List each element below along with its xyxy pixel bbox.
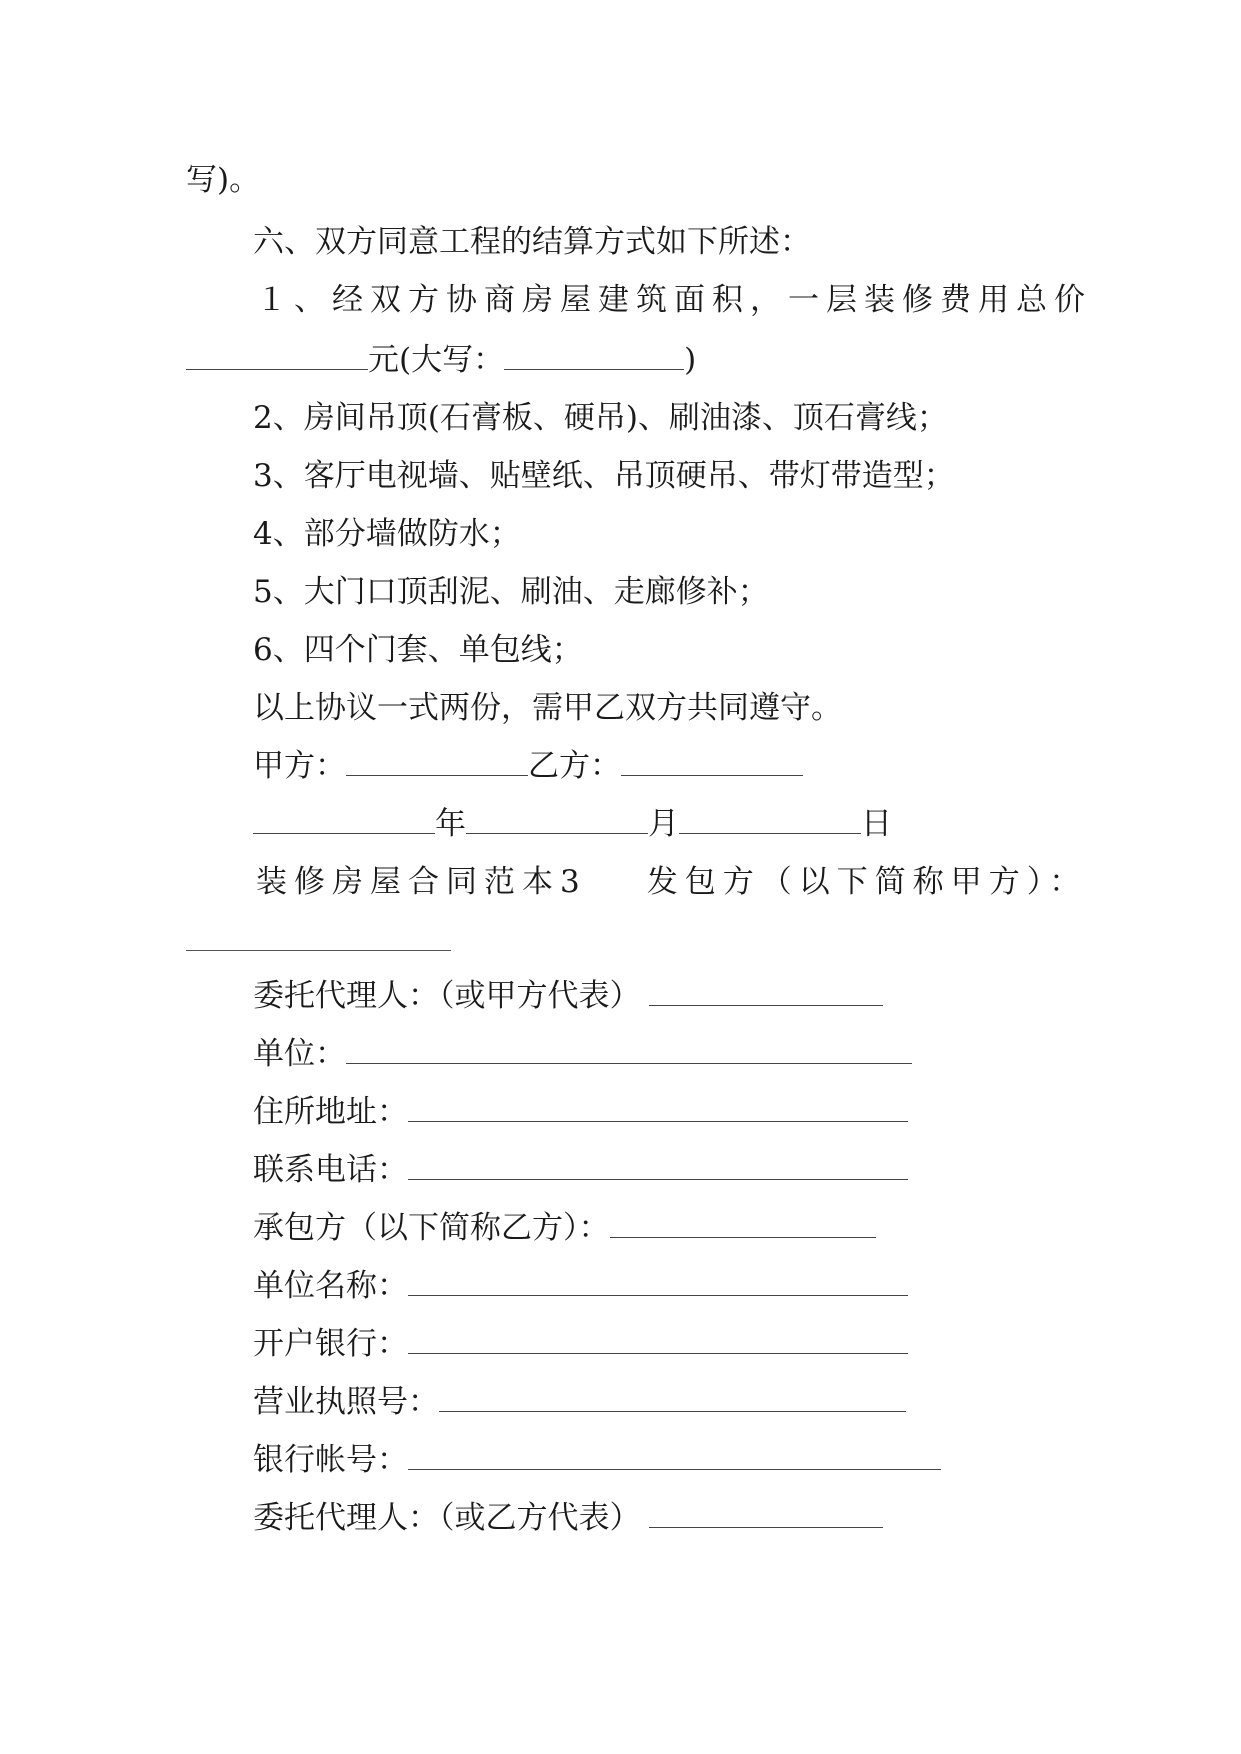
text: 5、大门口顶刮泥、刷油、走廊修补； (253, 574, 769, 610)
blank-field[interactable] (408, 1443, 941, 1470)
total-price-line (186, 340, 696, 380)
text: 乙方： (528, 748, 621, 784)
text: １、经双方协商房屋建筑面积，一层装修费用总价 (256, 282, 1092, 318)
text: 委托代理人：（或乙方代表） (253, 1500, 641, 1536)
text: 年 (435, 806, 466, 842)
party-a-agent-line (253, 976, 883, 1016)
blank-field[interactable] (679, 807, 861, 834)
text: 发包方（以下简称甲方）： (646, 864, 1088, 900)
blank-field[interactable] (253, 807, 435, 834)
text: 联系电话： (253, 1152, 408, 1188)
party-a-unit-line (253, 1034, 912, 1074)
blank-field[interactable] (408, 1095, 908, 1122)
text: 开户银行： (253, 1326, 408, 1362)
item-6 (253, 630, 583, 670)
blank-field[interactable] (504, 343, 684, 370)
text: 营业执照号： (253, 1384, 439, 1420)
text: 日 (861, 806, 892, 842)
party-a-phone-line (253, 1150, 908, 1190)
party-b-agent-line (253, 1498, 883, 1538)
text: 4、部分墙做防水； (253, 516, 521, 552)
blank-field[interactable] (466, 807, 648, 834)
text: ) (684, 342, 697, 378)
text: 甲方： (253, 748, 346, 784)
text: 承包方（以下简称乙方）： (253, 1210, 610, 1246)
text: 6、四个门套、单包线； (253, 632, 583, 668)
text: 元(大写： (368, 342, 505, 378)
text: 写)。 (186, 162, 261, 198)
blank-field[interactable] (621, 749, 803, 776)
item-3 (253, 456, 955, 496)
blank-field[interactable] (649, 979, 883, 1006)
blank-field[interactable] (408, 1269, 908, 1296)
party-b-license-line (253, 1382, 906, 1422)
blank-field[interactable] (439, 1385, 906, 1412)
item-2 (253, 398, 948, 438)
blank-field[interactable] (649, 1501, 883, 1528)
text: 银行帐号： (253, 1442, 408, 1478)
item-4 (253, 514, 521, 554)
party-b-bank-line (253, 1324, 908, 1364)
blank-field[interactable] (610, 1211, 876, 1238)
blank-field[interactable] (186, 343, 368, 370)
blank-field[interactable] (408, 1153, 908, 1180)
party-b-line (253, 1208, 876, 1248)
blank-field[interactable] (346, 1037, 912, 1064)
text: 以上协议一式两份，需甲乙双方共同遵守。 (253, 690, 842, 726)
text: 3、客厅电视墙、贴壁纸、吊顶硬吊、带灯带造型； (253, 458, 955, 494)
item-5 (253, 572, 769, 612)
text: 住所地址： (253, 1094, 408, 1130)
text: 委托代理人：（或甲方代表） (253, 978, 641, 1014)
party-b-account-line (253, 1440, 941, 1480)
blank-field[interactable] (186, 950, 451, 951)
text: 六、双方同意工程的结算方式如下所述： (253, 224, 811, 260)
section-six-heading (253, 222, 811, 262)
party-b-unit-name-line (253, 1266, 908, 1306)
text: 装修房屋合同范本3 (256, 864, 587, 900)
text: 单位： (253, 1036, 346, 1072)
item-1 (256, 280, 1092, 320)
text: 2、房间吊顶(石膏板、硬吊)、刷油漆、顶石膏线； (253, 400, 948, 436)
party-a-address-line (253, 1092, 908, 1132)
party-signature-line (253, 746, 803, 786)
blank-field[interactable] (408, 1327, 908, 1354)
contract-title-line (256, 862, 1087, 902)
text-line-1 (186, 160, 260, 200)
blank-field[interactable] (346, 749, 528, 776)
agreement-line (253, 688, 842, 728)
text: 单位名称： (253, 1268, 408, 1304)
date-line (253, 804, 892, 844)
text: 月 (648, 806, 679, 842)
